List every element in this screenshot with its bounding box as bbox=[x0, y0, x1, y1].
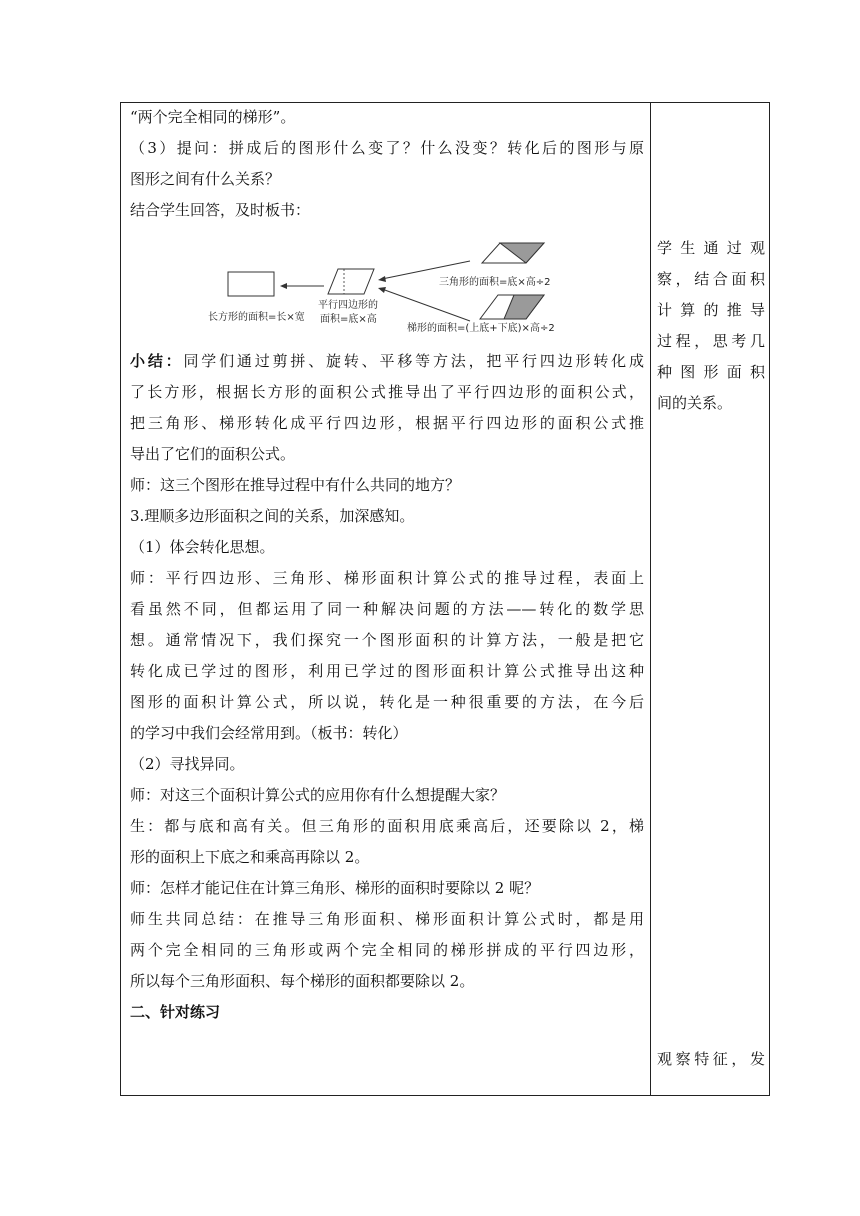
text-line: 想。通常情况下，我们探究一个图形面积的计算方法，一般是把它 bbox=[130, 631, 644, 649]
text-line: 转化成已学过的图形，利用已学过的图形面积计算公式推导出这种 bbox=[130, 662, 644, 680]
arrow-head-upper bbox=[378, 276, 386, 282]
text-line: （3）提问：拼成后的图形什么变了？什么没变？转化后的图形与原 bbox=[130, 139, 644, 157]
text-line: 师：对这三个面积计算公式的应用你有什么想提醒大家？ bbox=[130, 786, 506, 804]
text-line: 生：都与底和高有关。但三角形的面积用底乘高后，还要除以 2，梯 bbox=[130, 817, 644, 835]
text-line: 导出了它们的面积公式。 bbox=[130, 445, 296, 463]
arrow-head-left bbox=[280, 283, 287, 289]
text-line: （1）体会转化思想。 bbox=[130, 538, 275, 556]
summary-line bbox=[130, 351, 644, 371]
text-line: 了长方形，根据长方形的面积公式推导出了平行四边形的面积公式， bbox=[130, 383, 644, 401]
text-line: 师：怎样才能记住在计算三角形、梯形的面积时要除以 2 呢？ bbox=[130, 879, 540, 897]
arrow-head-lower bbox=[378, 287, 386, 293]
section-heading: 二、针对练习 bbox=[130, 1003, 221, 1021]
side-note-line: 察，结合面积 bbox=[657, 270, 765, 288]
column-divider bbox=[650, 103, 651, 1095]
lesson-table bbox=[120, 102, 770, 1096]
arrow-from-trapezoids bbox=[382, 289, 470, 321]
rectangle-shape bbox=[228, 272, 274, 296]
parallelogram-formula-label-1: 平行四边形的 bbox=[318, 300, 378, 311]
trapezoid-shaded bbox=[504, 295, 544, 319]
text-line: 师：这三个图形在推导过程中有什么共同的地方？ bbox=[130, 476, 461, 494]
text-line: （2）寻找异同。 bbox=[130, 755, 245, 773]
text-line: 形的面积上下底之和乘高再除以 2。 bbox=[130, 848, 370, 866]
text-line: 的学习中我们会经常用到。（板书：转化） bbox=[130, 724, 408, 742]
text-line: 把三角形、梯形转化成平行四边形，根据平行四边形的面积公式推 bbox=[130, 414, 644, 432]
side-note-line: 计算的推导 bbox=[657, 301, 765, 319]
triangle-formula-label: 三角形的面积=底×高÷2 bbox=[439, 277, 551, 288]
side-note-line: 学生通过观 bbox=[657, 239, 765, 257]
text-line: 两个完全相同的三角形或两个完全相同的梯形拼成的平行四边形， bbox=[130, 941, 644, 959]
area-formula-diagram bbox=[208, 239, 588, 335]
trapezoid-formula-label: 梯形的面积=(上底+下底)×高÷2 bbox=[407, 323, 555, 334]
side-note-bottom: 观察特征，发 bbox=[657, 1050, 765, 1068]
summary-text: 同学们通过剪拼、旋转、平移等方法，把平行四边形转化成 bbox=[183, 352, 644, 370]
side-note-line: 种图形面积 bbox=[657, 363, 765, 381]
text-line: “两个完全相同的梯形”。 bbox=[130, 108, 296, 126]
side-note-line: 间的关系。 bbox=[657, 394, 733, 412]
side-note-line: 过程，思考几 bbox=[657, 332, 765, 350]
parallelogram-formula-label-2: 面积=底×高 bbox=[320, 314, 377, 325]
text-line: 师生共同总结：在推导三角形面积、梯形面积计算公式时，都是用 bbox=[130, 910, 644, 928]
text-line: 3.理顺多边形面积之间的关系，加深感知。 bbox=[130, 507, 415, 525]
text-line: 所以每个三角形面积、每个梯形的面积都要除以 2。 bbox=[130, 972, 475, 990]
triangle-shaded bbox=[500, 243, 544, 263]
text-line: 图形之间有什么关系？ bbox=[130, 170, 281, 188]
text-line: 图形的面积计算公式，所以说，转化是一种很重要的方法，在今后 bbox=[130, 693, 644, 711]
text-line: 结合学生回答，及时板书： bbox=[130, 201, 311, 219]
text-line: 师：平行四边形、三角形、梯形面积计算公式的推导过程，表面上 bbox=[130, 569, 644, 587]
parallelogram-shape bbox=[328, 269, 374, 294]
text-line: 看虽然不同，但都运用了同一种解决问题的方法——转化的数学思 bbox=[130, 600, 644, 618]
summary-label: 小结： bbox=[130, 352, 184, 370]
rectangle-formula-label: 长方形的面积=长×宽 bbox=[208, 312, 305, 323]
